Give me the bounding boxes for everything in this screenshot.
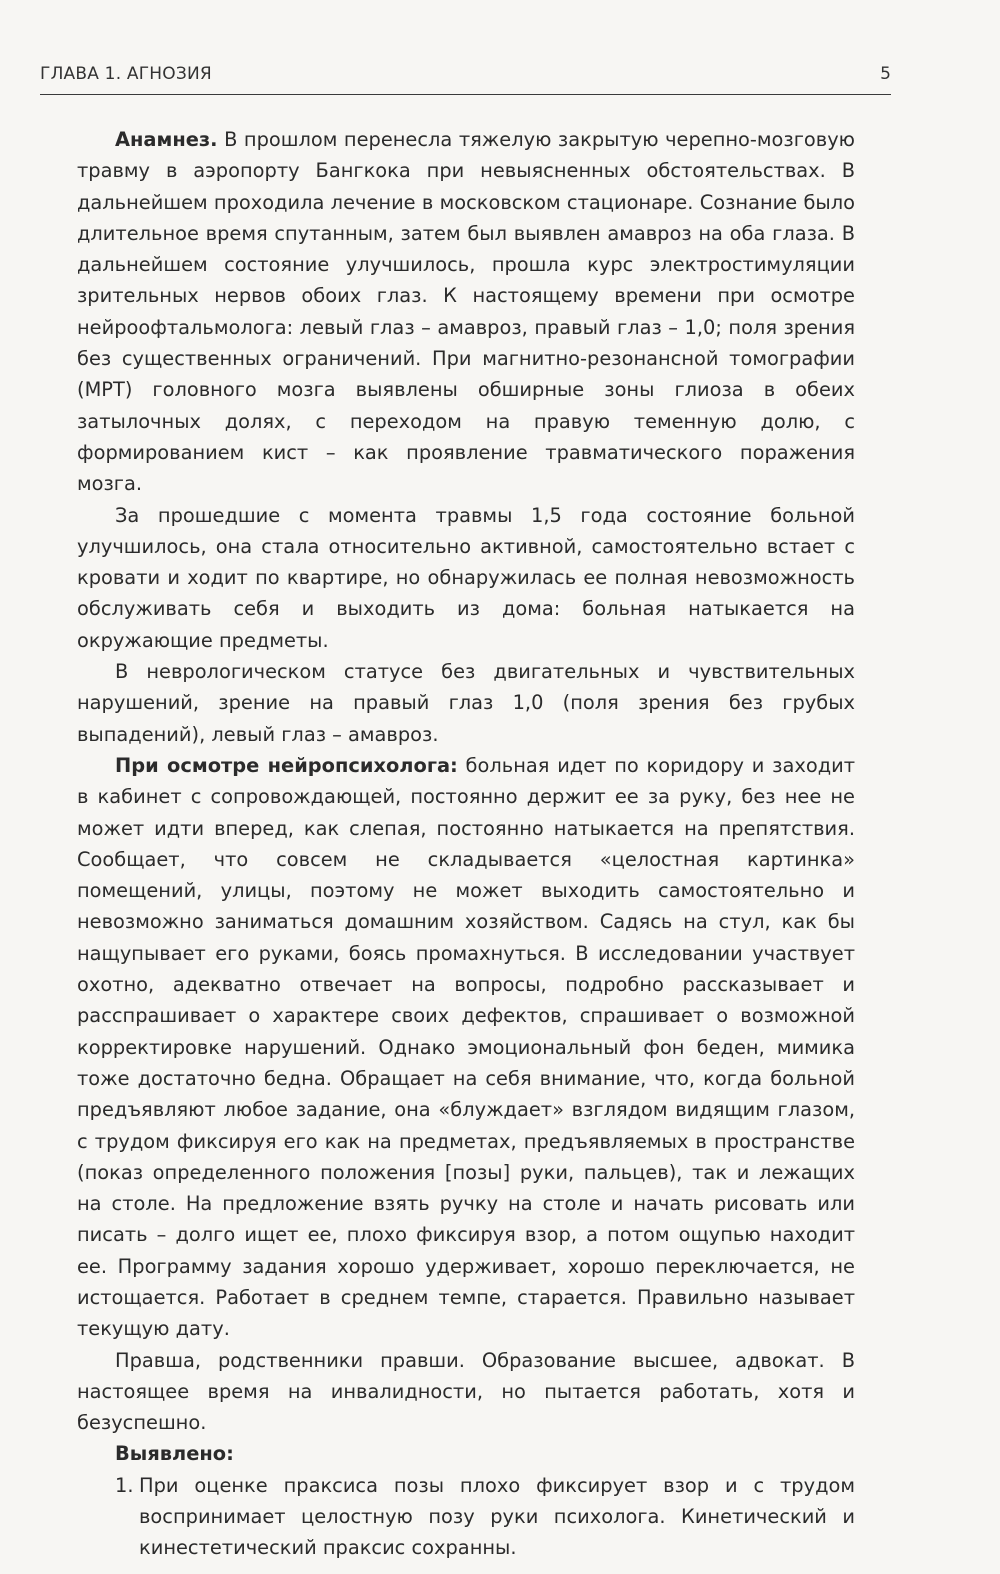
paragraph-recovery <box>77 500 855 656</box>
chapter-title: ГЛАВА 1. АГНОЗИЯ <box>40 64 212 84</box>
paragraph-text: Правша, родственники правши. Образование высшее, адвокат. В настоящее время на инвалидности, но пытается работать, хотя и безуспешно. <box>77 1348 855 1435</box>
paragraph-lead: При осмотре нейропсихолога: <box>115 753 458 777</box>
paragraph-text: За прошедшие с момента травмы 1,5 года состояние больной улучшилось, она стала относительно активной, самостоятельно встает с кровати и ходит по квартире, но обнаружилась ее полная невозможность обслуживать себя и выходить из дома: больная натыкается на окружающие предметы. <box>77 503 855 652</box>
paragraph-neuropsychologist-exam <box>77 750 855 1345</box>
page-number: 5 <box>880 64 891 84</box>
list-item <box>77 1470 855 1564</box>
body-text <box>77 124 855 1564</box>
findings-list <box>77 1470 855 1564</box>
paragraph-handedness <box>77 1345 855 1439</box>
paragraph-text: В неврологическом статусе без двигательных и чувствительных нарушений, зрение на правый глаз 1,0 (поля зрения без грубых выпадений), левый глаз – амавроз. <box>77 660 855 746</box>
paragraph-text: В прошлом перенесла тяжелую закрытую черепно-мозговую травму в аэропорту Бангкока при невыясненных обстоятельствах. В дальнейшем проходила лечение в московском стационаре. Сознание было длительное время спутанным, затем был выявлен амавроз на оба глаза. В дальнейшем состояние улучшилось, прошла курс электростимуляции зрительных нервов обоих глаз. К настоящему времени при осмотре нейроофтальмолога: левый глаз – амавроз, правый глаз – 1,0; поля зрения без существенных ограничений. При магнитно-резонансной томографии (МРТ) головного мозга выявлены обширные зоны глиоза в обеих затылочных долях, с переходом на правую теменную долю, с формированием кист – как проявление травматического поражения мозга. <box>77 128 855 496</box>
paragraph-neurological-status <box>77 656 855 750</box>
list-item-text: При оценке праксиса позы плохо фиксирует взор и с трудом воспринимает целостную позу руки психолога. Кинетический и кинестетический праксис сохранны. <box>139 1473 855 1560</box>
paragraph-lead: Анамнез. <box>115 128 218 151</box>
running-header <box>40 60 891 95</box>
paragraph-anamnesis <box>77 124 855 500</box>
list-item-number: 1. <box>115 1473 134 1497</box>
findings-heading: Выявлено: <box>115 1442 234 1466</box>
paragraph-text: больная идет по коридору и заходит в кабинет с сопровождающей, постоянно держит ее за руку, без нее не может идти вперед, как слепая, постоянно натыкается на препятствия. Сообщает, что совсем не складывается «целостная картинка» помещений, улицы, поэтому не может выходить самостоятельно и невозможно заниматься домашним хозяйством. Садясь на стул, как бы нащупывает его руками, боясь промахнуться. В исследовании участвует охотно, адекватно отвечает на вопросы, подробно рассказывает и расспрашивает о характере своих дефектов, спрашивает о возможной корректировке нарушений. Однако эмоциональный фон беден, мимика тоже достаточно бедна. Обращает на себя внимание, что, когда больной предъявляют любое задание, она «блуждает» взглядом видящим глазом, с трудом фиксируя его как на предметах, предъявляемых в пространстве (показ определенного положения [позы] руки, пальцев), так и лежащих на столе. На предложение взять ручку на столе и начать рисовать или писать – долго ищет ее, плохо фиксируя взор, а потом ощупью находит ее. Программу задания хорошо удерживает, хорошо переключается, не истощается. Работает в среднем темпе, старается. Правильно называет текущую дату. <box>77 753 855 1341</box>
